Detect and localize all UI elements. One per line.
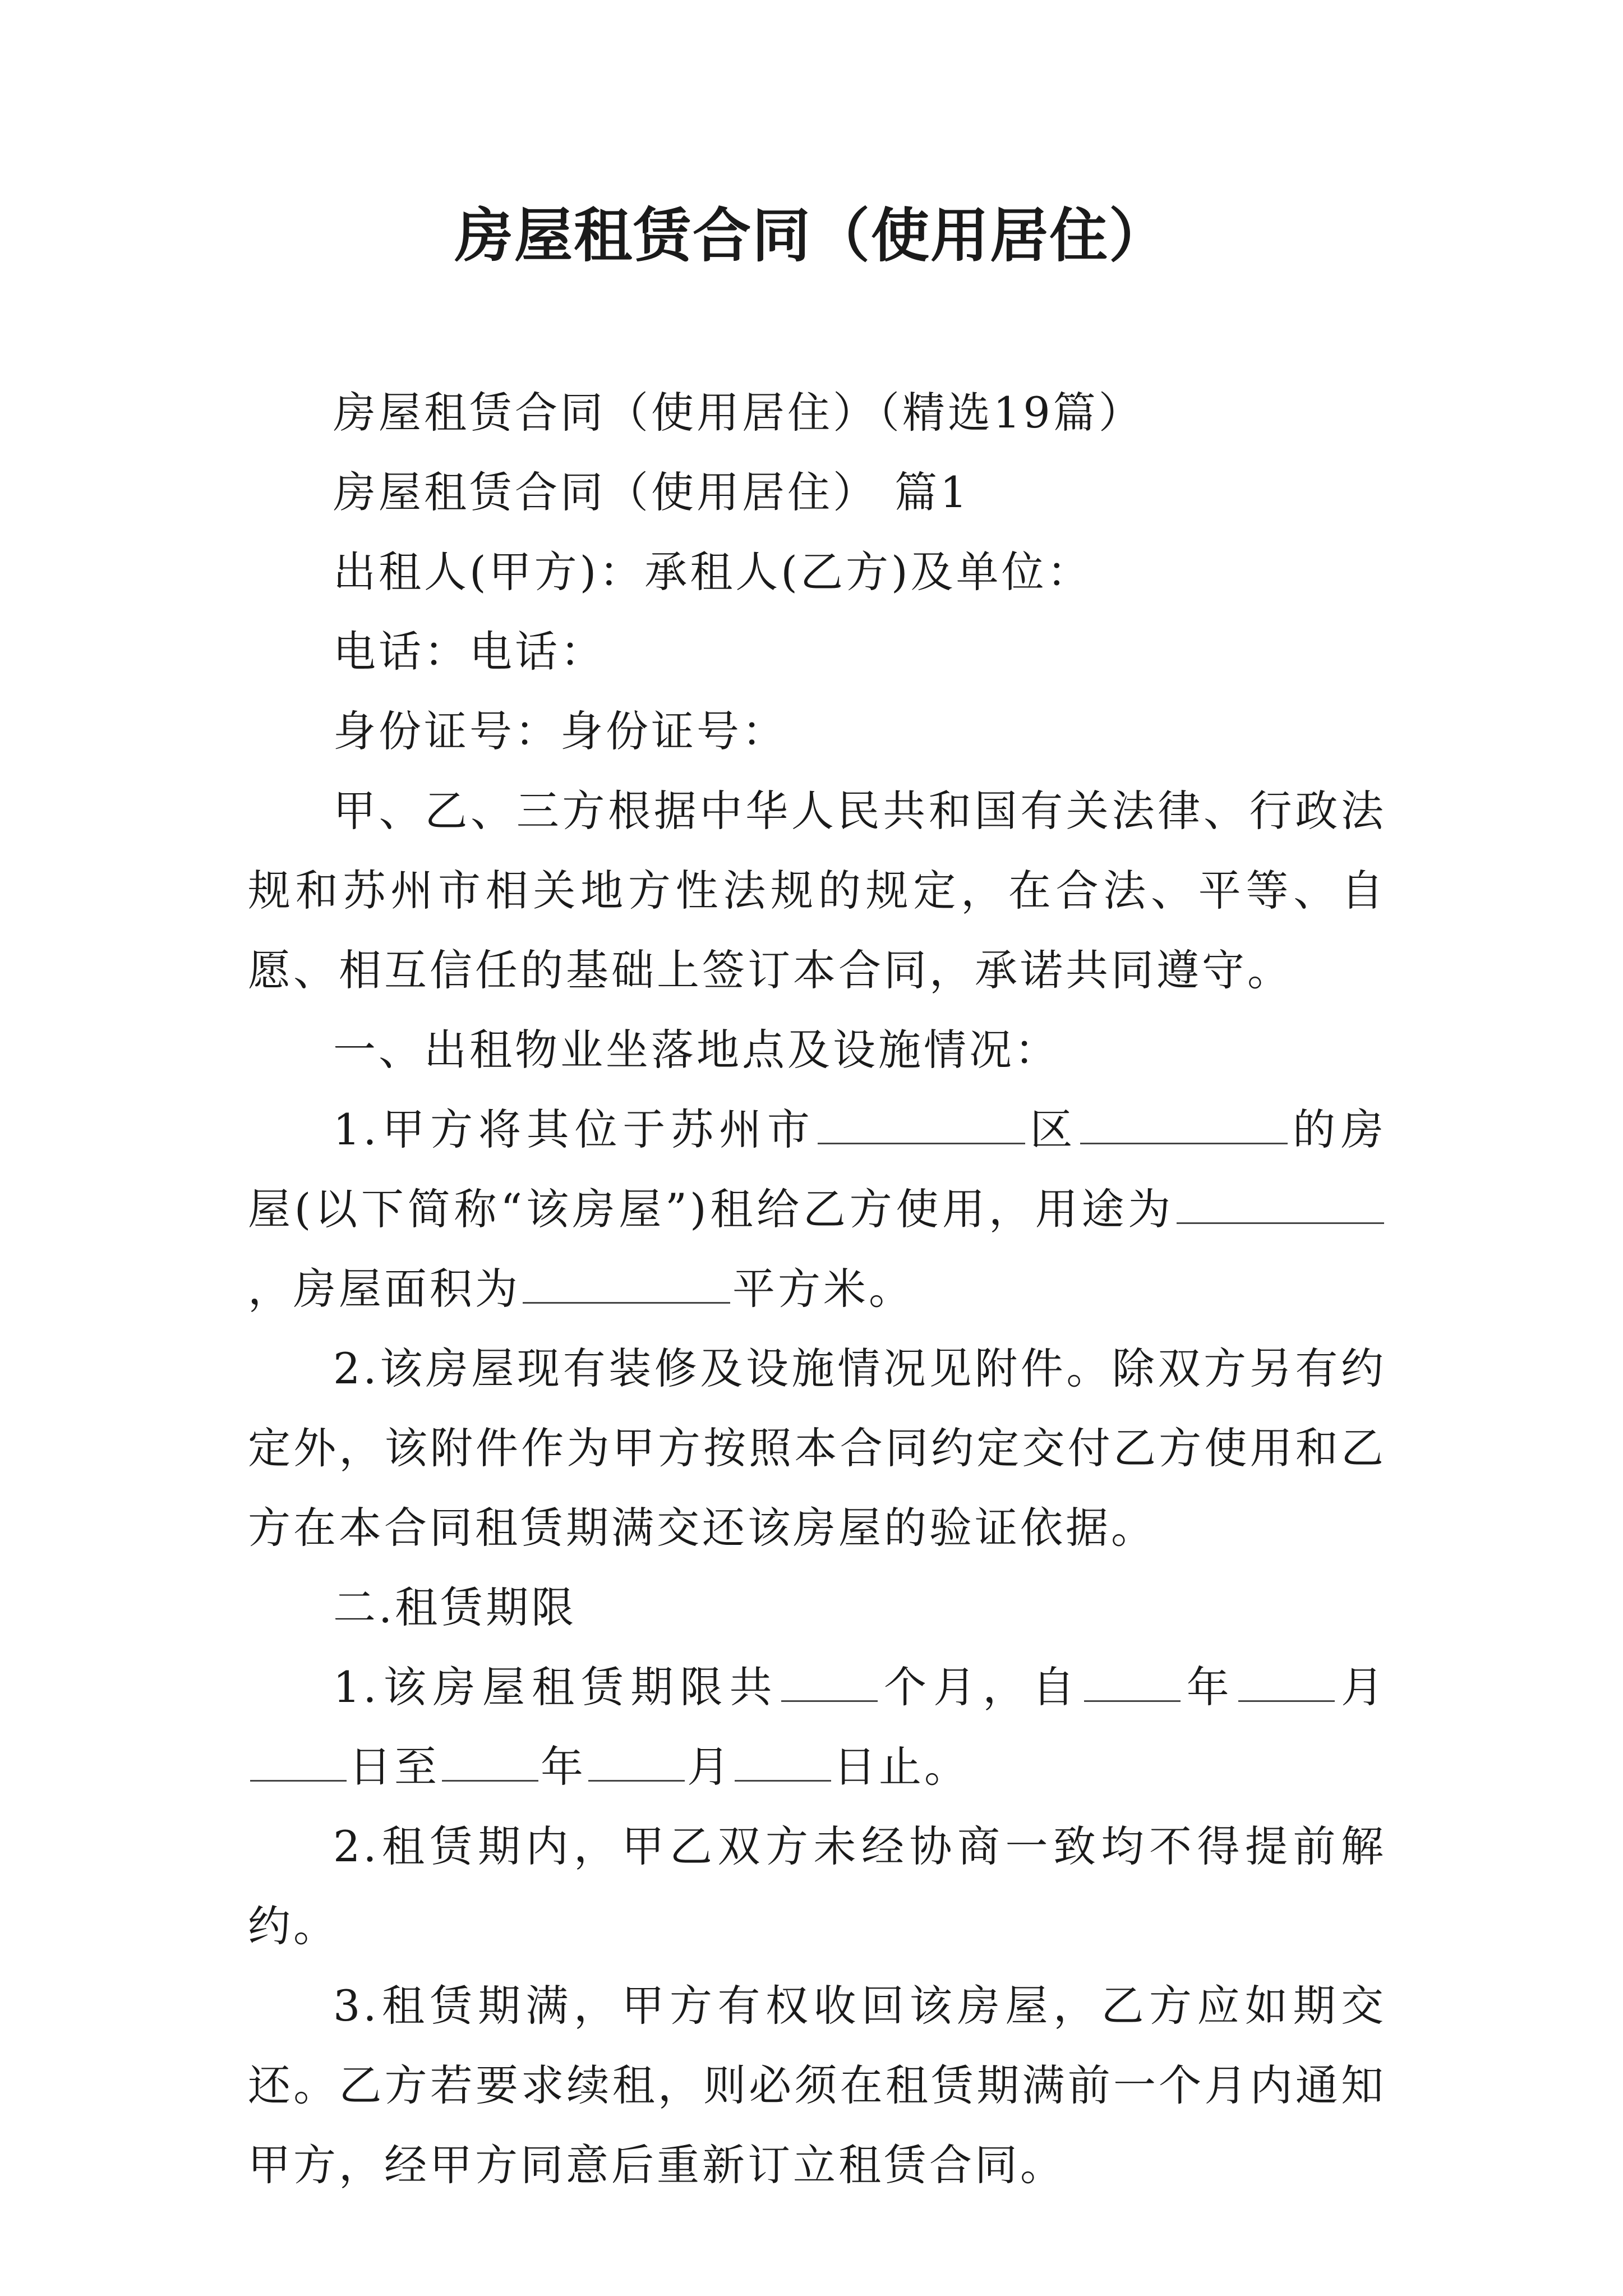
- document-title: 房屋租赁合同（使用居住）: [454, 201, 1168, 270]
- fill-blank-start-year[interactable]: [1084, 1667, 1181, 1702]
- fill-blank-end-day[interactable]: [735, 1746, 831, 1782]
- paragraph-facilities: 2.该房屋现有装修及设施情况见附件。除双方另有约定外，该附件作为甲方按照本合同约定交付乙方使用和乙方在本合同租赁期满交还该房屋的验证依据。: [248, 1343, 1386, 1553]
- text-segment: 区: [1027, 1105, 1078, 1154]
- paragraph-parties: 出租人(甲方)：承租人(乙方)及单位：: [333, 547, 1092, 597]
- paragraph-lease-period: [248, 1648, 1386, 1807]
- text-segment: 月: [1336, 1662, 1387, 1712]
- paragraph-preamble: 甲、乙、三方根据中华人民共和国有关法律、行政法规和苏州市相关地方性法规的规定，在合法、平等、自愿、相互信任的基础上签订本合同，承诺共同遵守。: [248, 786, 1386, 995]
- text-segment: 1.该房屋租赁期限共: [333, 1662, 779, 1712]
- text-segment: 平方米。: [732, 1264, 914, 1314]
- paragraph-id-number: 身份证号：身份证号：: [333, 706, 787, 756]
- text-segment: 日至: [349, 1742, 440, 1792]
- fill-blank-end-month[interactable]: [588, 1746, 685, 1782]
- text-segment: 月: [687, 1742, 732, 1792]
- paragraph-phone: 电话：电话：: [333, 627, 606, 677]
- document-body: [248, 373, 1386, 2205]
- fill-blank-start-month[interactable]: [1238, 1667, 1335, 1702]
- fill-blank-start-day[interactable]: [250, 1746, 347, 1782]
- text-segment: 1.甲方将其位于苏州市: [333, 1105, 815, 1154]
- heading-lease-term: 二.租赁期限: [333, 1582, 577, 1632]
- text-segment: ，房屋面积为: [248, 1264, 520, 1314]
- text-segment: 的房屋(以下简称“该房屋”)租给乙方使用，用途为: [248, 1105, 1386, 1234]
- text-segment: 个月，自: [879, 1662, 1082, 1712]
- fill-blank-district[interactable]: [818, 1109, 1025, 1144]
- fill-blank-address[interactable]: [1080, 1109, 1288, 1144]
- paragraph-lease-expiry: 3.租赁期满，甲方有权收回该房屋，乙方应如期交还。乙方若要求续租，则必须在租赁期满前一个月内通知甲方，经甲方同意后重新订立租赁合同。: [248, 1981, 1386, 2190]
- text-segment: 年: [541, 1742, 586, 1792]
- heading-property-location: 一、出租物业坐落地点及设施情况：: [333, 1025, 1060, 1075]
- paragraph-section-title: 房屋租赁合同（使用居住） 篇1: [333, 467, 970, 517]
- text-segment: 日止。: [833, 1742, 970, 1792]
- paragraph-property-details: [248, 1090, 1386, 1329]
- fill-blank-end-year[interactable]: [442, 1746, 538, 1782]
- fill-blank-usage[interactable]: [1177, 1189, 1384, 1224]
- text-segment: 年: [1182, 1662, 1236, 1712]
- fill-blank-months[interactable]: [781, 1667, 878, 1702]
- paragraph-collection-title: 房屋租赁合同（使用居住）（精选19篇）: [333, 388, 1144, 438]
- paragraph-no-early-termination: 2.租赁期内，甲乙双方未经协商一致均不得提前解约。: [248, 1821, 1386, 1951]
- fill-blank-area[interactable]: [523, 1268, 730, 1304]
